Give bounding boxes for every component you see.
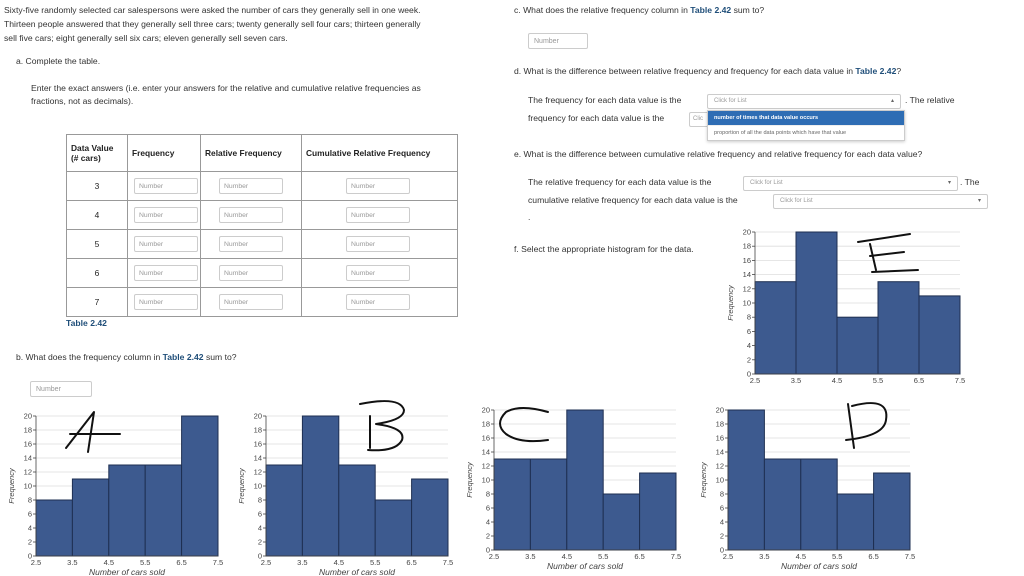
y-tick-label: 14	[23, 453, 32, 463]
table-row	[67, 201, 458, 230]
y-tick-label: 20	[253, 411, 262, 421]
handwritten-letter-a	[66, 412, 120, 452]
x-axis-label: Number of cars sold	[318, 567, 396, 576]
dropdown-placeholder: Click for List	[714, 98, 747, 104]
y-tick-label: 2	[27, 537, 32, 547]
handwritten-letter-e	[858, 234, 918, 272]
x-tick-label: 6.5	[176, 558, 187, 567]
y-tick-label: 10	[23, 481, 32, 491]
histogram-bar	[837, 494, 873, 550]
part-c-prefix: c. What does the relative frequency column in	[514, 5, 691, 15]
y-tick-label: 18	[253, 425, 262, 435]
y-tick-label: 6	[746, 326, 751, 336]
y-tick-label: 10	[742, 298, 751, 308]
y-axis-label: Frequency	[726, 285, 735, 321]
frequency-table	[66, 134, 458, 317]
x-tick-label: 7.5	[904, 552, 916, 561]
histogram-B[interactable]	[234, 408, 460, 576]
dropdown-placeholder: Click for List	[750, 180, 783, 186]
y-tick-label: 16	[23, 439, 32, 449]
y-tick-label: 20	[481, 405, 490, 415]
x-tick-label: 6.5	[868, 552, 879, 561]
part-d-suffix: ?	[896, 66, 902, 76]
y-tick-label: 6	[257, 509, 262, 519]
data-value-cell: 6	[67, 259, 128, 288]
part-c-suffix: sum to?	[731, 5, 765, 15]
y-tick-label: 8	[257, 495, 262, 505]
relative-frequency-input[interactable]: Number	[219, 294, 283, 310]
intro-line: Thirteen people answered that they generally sell three cars; twenty generally sell four cars; thirteen generally	[4, 19, 421, 29]
y-tick-label: 8	[27, 495, 32, 505]
y-tick-label: 8	[746, 312, 751, 322]
y-tick-label: 16	[715, 433, 724, 443]
y-tick-label: 12	[23, 467, 32, 477]
y-tick-label: 4	[746, 341, 751, 351]
table-link[interactable]: Table 2.42	[855, 66, 897, 76]
x-tick-label: 6.5	[913, 376, 925, 385]
y-tick-label: 10	[715, 475, 724, 485]
y-tick-label: 4	[257, 523, 262, 533]
instruction-line: fractions, not as decimals).	[31, 96, 134, 106]
y-tick-label: 18	[23, 425, 32, 435]
y-tick-label: 14	[481, 447, 490, 457]
histogram-bar	[182, 416, 218, 556]
histogram-bar	[494, 459, 530, 550]
y-tick-label: 12	[253, 467, 262, 477]
frequency-input[interactable]: Number	[134, 178, 198, 194]
data-value-cell: 3	[67, 172, 128, 201]
x-tick-label: 5.5	[369, 558, 381, 567]
x-axis-label: Number of cars sold	[88, 567, 166, 576]
y-tick-label: 0	[485, 545, 490, 555]
histogram-bar	[801, 459, 837, 550]
x-tick-label: 4.5	[333, 558, 345, 567]
y-tick-label: 16	[481, 433, 490, 443]
relative-frequency-input[interactable]: Number	[219, 178, 283, 194]
header-frequency: Frequency	[128, 135, 201, 172]
x-tick-label: 7.5	[670, 552, 682, 561]
y-tick-label: 4	[719, 517, 724, 527]
part-e-question: e. What is the difference between cumulative relative frequency and relative frequency for each data value?	[514, 149, 923, 159]
x-tick-label: 7.5	[212, 558, 224, 567]
table-link[interactable]: Table 2.42	[690, 5, 732, 15]
y-tick-label: 0	[746, 369, 751, 379]
data-value-cell: 5	[67, 230, 128, 259]
x-tick-label: 3.5	[297, 558, 308, 567]
histogram-bar	[878, 282, 919, 374]
y-tick-label: 6	[485, 503, 490, 513]
cumulative-relative-frequency-input[interactable]: Number	[346, 294, 410, 310]
histogram-bar	[36, 500, 72, 556]
dropdown-placeholder: Click for List	[780, 198, 813, 204]
x-tick-label: 2.5	[749, 376, 761, 385]
part-b-answer-input[interactable]: Number	[30, 381, 92, 397]
header-cumulative-relative-frequency: Cumulative Relative Frequency	[302, 135, 458, 172]
y-tick-label: 20	[715, 405, 724, 415]
table-row	[67, 172, 458, 201]
part-e-line1-prefix: The relative frequency for each data value is the	[528, 177, 712, 187]
intro-line: sell five cars; eight generally sell six cars; eleven generally sell seven cars.	[4, 33, 288, 43]
histogram-bar	[375, 500, 411, 556]
x-tick-label: 3.5	[790, 376, 802, 385]
x-tick-label: 4.5	[831, 376, 843, 385]
cumulative-relative-frequency-input[interactable]: Number	[346, 207, 410, 223]
y-tick-label: 14	[253, 453, 262, 463]
histogram-A[interactable]	[4, 408, 230, 576]
y-tick-label: 2	[719, 531, 724, 541]
histogram-bar	[755, 282, 796, 374]
part-b-prefix: b. What does the frequency column in	[16, 352, 163, 362]
y-tick-label: 0	[719, 545, 724, 555]
y-tick-label: 12	[742, 284, 751, 294]
y-tick-label: 10	[481, 475, 490, 485]
part-c-answer-input[interactable]: Number	[528, 33, 588, 49]
x-tick-label: 7.5	[442, 558, 454, 567]
y-tick-label: 18	[481, 419, 490, 429]
frequency-input[interactable]: Number	[134, 207, 198, 223]
y-tick-label: 8	[485, 489, 490, 499]
part-d-prefix: d. What is the difference between relative frequency and frequency for each data value in	[514, 66, 856, 76]
data-value-cell: 4	[67, 201, 128, 230]
histogram-bar	[874, 473, 910, 550]
y-axis-label: Frequency	[699, 462, 708, 498]
cumulative-relative-frequency-input[interactable]: Number	[346, 178, 410, 194]
caret-up-icon: ▴	[890, 98, 894, 104]
relative-frequency-input[interactable]: Number	[219, 265, 283, 281]
y-axis-label: Frequency	[465, 462, 474, 498]
histogram-bar	[796, 232, 837, 374]
dropdown-menu	[707, 110, 905, 141]
part-e-bullet: .	[528, 212, 531, 222]
part-a-label: a. Complete the table.	[16, 56, 101, 66]
y-tick-label: 2	[485, 531, 490, 541]
y-tick-label: 20	[742, 227, 751, 237]
y-tick-label: 0	[27, 551, 32, 561]
histogram-bar	[728, 410, 764, 550]
histogram-bar	[567, 410, 603, 550]
histogram-bar	[837, 317, 878, 374]
y-tick-label: 12	[481, 461, 490, 471]
y-tick-label: 16	[742, 255, 751, 265]
intro-line: Sixty-five randomly selected car salespersons were asked the number of cars they generally sell in one week.	[4, 5, 421, 15]
chevron-down-icon: ▾	[977, 198, 981, 204]
relative-frequency-input[interactable]: Number	[219, 236, 283, 252]
y-tick-label: 2	[257, 537, 262, 547]
y-tick-label: 12	[715, 461, 724, 471]
table-row	[67, 288, 458, 317]
x-tick-label: 6.5	[406, 558, 417, 567]
x-axis-label: Number of cars sold	[780, 561, 858, 571]
header-relative-frequency: Relative Frequency	[201, 135, 302, 172]
y-tick-label: 4	[27, 523, 32, 533]
part-e-line2-prefix: cumulative relative frequency for each data value is the	[528, 195, 738, 205]
part-d-line2-prefix: frequency for each data value is the	[528, 113, 665, 123]
y-tick-label: 0	[257, 551, 262, 561]
y-tick-label: 14	[742, 270, 751, 280]
frequency-input[interactable]: Number	[134, 236, 198, 252]
y-tick-label: 2	[746, 355, 751, 365]
y-tick-label: 10	[253, 481, 262, 491]
histogram-bar	[72, 479, 108, 556]
part-e-line1-suffix: . The	[960, 177, 980, 187]
part-c-question	[514, 3, 764, 17]
instruction-line: Enter the exact answers (i.e. enter your answers for the relative and cumulative relative frequencies as	[31, 83, 421, 93]
part-b-question	[16, 350, 237, 364]
cumulative-relative-frequency-input[interactable]: Number	[346, 265, 410, 281]
y-axis-label: Frequency	[237, 468, 246, 504]
histogram-D[interactable]	[696, 402, 922, 576]
handwritten-letter-b	[360, 401, 404, 450]
y-tick-label: 18	[742, 241, 751, 251]
part-d-dropdown-2[interactable]: Clic	[689, 112, 709, 127]
x-tick-label: 3.5	[67, 558, 78, 567]
y-tick-label: 18	[715, 419, 724, 429]
part-d-line1-suffix: . The relative	[905, 95, 955, 105]
table-row	[67, 259, 458, 288]
cumulative-relative-frequency-input[interactable]: Number	[346, 236, 410, 252]
histogram-bar	[530, 459, 566, 550]
table-caption: Table 2.42	[66, 318, 107, 328]
frequency-input[interactable]: Number	[134, 294, 198, 310]
y-tick-label: 6	[27, 509, 32, 519]
x-tick-label: 4.5	[103, 558, 115, 567]
x-tick-label: 2.5	[260, 558, 272, 567]
dropdown-option[interactable]: number of times that data value occurs	[708, 111, 904, 125]
y-tick-label: 16	[253, 439, 262, 449]
histogram-bar	[339, 465, 375, 556]
frequency-input[interactable]: Number	[134, 265, 198, 281]
x-tick-label: 5.5	[872, 376, 884, 385]
part-e-dropdown-2[interactable]	[773, 194, 988, 209]
y-tick-label: 4	[485, 517, 490, 527]
part-f-label: f. Select the appropriate histogram for the data.	[514, 244, 694, 254]
histogram-bar	[764, 459, 800, 550]
table-header-row	[67, 135, 458, 172]
part-d-dropdown-1[interactable]	[707, 94, 901, 109]
x-tick-label: 5.5	[831, 552, 843, 561]
histogram-C[interactable]	[464, 402, 690, 576]
table-row	[67, 230, 458, 259]
part-e-dropdown-1[interactable]	[743, 176, 958, 191]
data-value-cell: 7	[67, 288, 128, 317]
x-tick-label: 7.5	[954, 376, 966, 385]
histogram-bar	[145, 465, 181, 556]
relative-frequency-input[interactable]: Number	[219, 207, 283, 223]
x-tick-label: 4.5	[561, 552, 573, 561]
y-tick-label: 20	[23, 411, 32, 421]
y-tick-label: 14	[715, 447, 724, 457]
handwritten-letter-c	[500, 408, 548, 441]
x-tick-label: 2.5	[30, 558, 42, 567]
part-a-instructions	[31, 82, 501, 108]
y-axis-label: Frequency	[7, 468, 16, 504]
y-tick-label: 8	[719, 489, 724, 499]
histogram-bar	[412, 479, 448, 556]
x-tick-label: 6.5	[634, 552, 645, 561]
x-tick-label: 3.5	[525, 552, 536, 561]
y-tick-label: 6	[719, 503, 724, 513]
histogram-E[interactable]	[726, 227, 966, 390]
histogram-bar	[603, 494, 639, 550]
x-tick-label: 3.5	[759, 552, 770, 561]
table-link[interactable]: Table 2.42	[162, 352, 204, 362]
histogram-bar	[919, 296, 960, 374]
histogram-bar	[640, 473, 676, 550]
histogram-bar	[302, 416, 338, 556]
chevron-down-icon: ▾	[947, 180, 951, 186]
histogram-bar	[266, 465, 302, 556]
problem-intro	[4, 3, 504, 45]
x-tick-label: 4.5	[795, 552, 807, 561]
x-tick-label: 5.5	[139, 558, 151, 567]
x-tick-label: 2.5	[488, 552, 500, 561]
header-data-value: Data Value (# cars)	[67, 135, 128, 172]
x-tick-label: 2.5	[722, 552, 734, 561]
part-d-line1-prefix: The frequency for each data value is the	[528, 95, 682, 105]
x-tick-label: 5.5	[597, 552, 609, 561]
part-d-question	[514, 64, 901, 78]
x-axis-label: Number of cars sold	[546, 561, 624, 571]
dropdown-option[interactable]: proportion of all the data points which have that value	[708, 125, 904, 140]
part-b-suffix: sum to?	[203, 352, 237, 362]
histogram-bar	[109, 465, 145, 556]
